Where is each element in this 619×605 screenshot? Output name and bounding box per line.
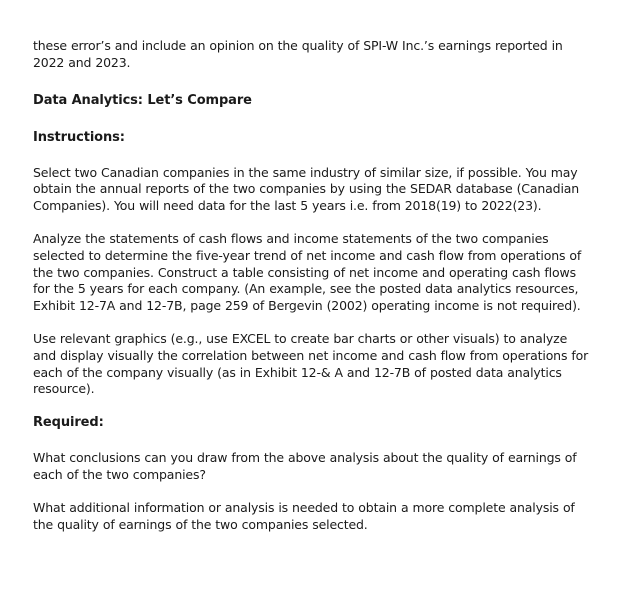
document-page — [33, 38, 593, 533]
instructions-heading: Instructions: — [33, 129, 125, 145]
intro-paragraph: these error’s and include an opinion on the quality of SPI-W Inc.’s earnings reported in 2022 and 2023. — [33, 38, 563, 70]
required-heading: Required: — [33, 415, 104, 431]
question-conclusions: What conclusions can you draw from the above analysis about the quality of earnings of each of the two companies? — [33, 450, 577, 482]
question-additional-analysis: What additional information or analysis is needed to obtain a more complete analysis of the quality of earnings of the two companies selected. — [33, 499, 575, 532]
instruction-paragraph-graphics: Use relevant graphics (e.g., use EXCEL to create bar charts or other visuals) to analyze and display visually the correlation between net income and cash flow from operations for each of the company visually (as in Exhibit 12-& A and 12-7B of posted data analytics resource). — [33, 330, 589, 397]
section-title: Data Analytics: Let’s Compare — [33, 92, 252, 108]
instruction-paragraph-select-companies: Select two Canadian companies in the same industry of similar size, if possible. You may obtain the annual reports of the two companies by using the SEDAR database (Canadian Companies). You will need data for the last 5 years i.e. from 2018(19) to 2022(23). — [33, 164, 580, 214]
instruction-paragraph-analyze-statements: Analyze the statements of cash flows and income statements of the two companies selected to determine the five-year trend of net income and cash flow from operations of the two companies. Construct a table consisting of net income and operating cash flows for the 5 years for each company. (An example, see the posted data analytics resources, Exhibit 12-7A and 12-7B, page 259 of Bergevin (2002) operating income is not required). — [33, 230, 582, 314]
